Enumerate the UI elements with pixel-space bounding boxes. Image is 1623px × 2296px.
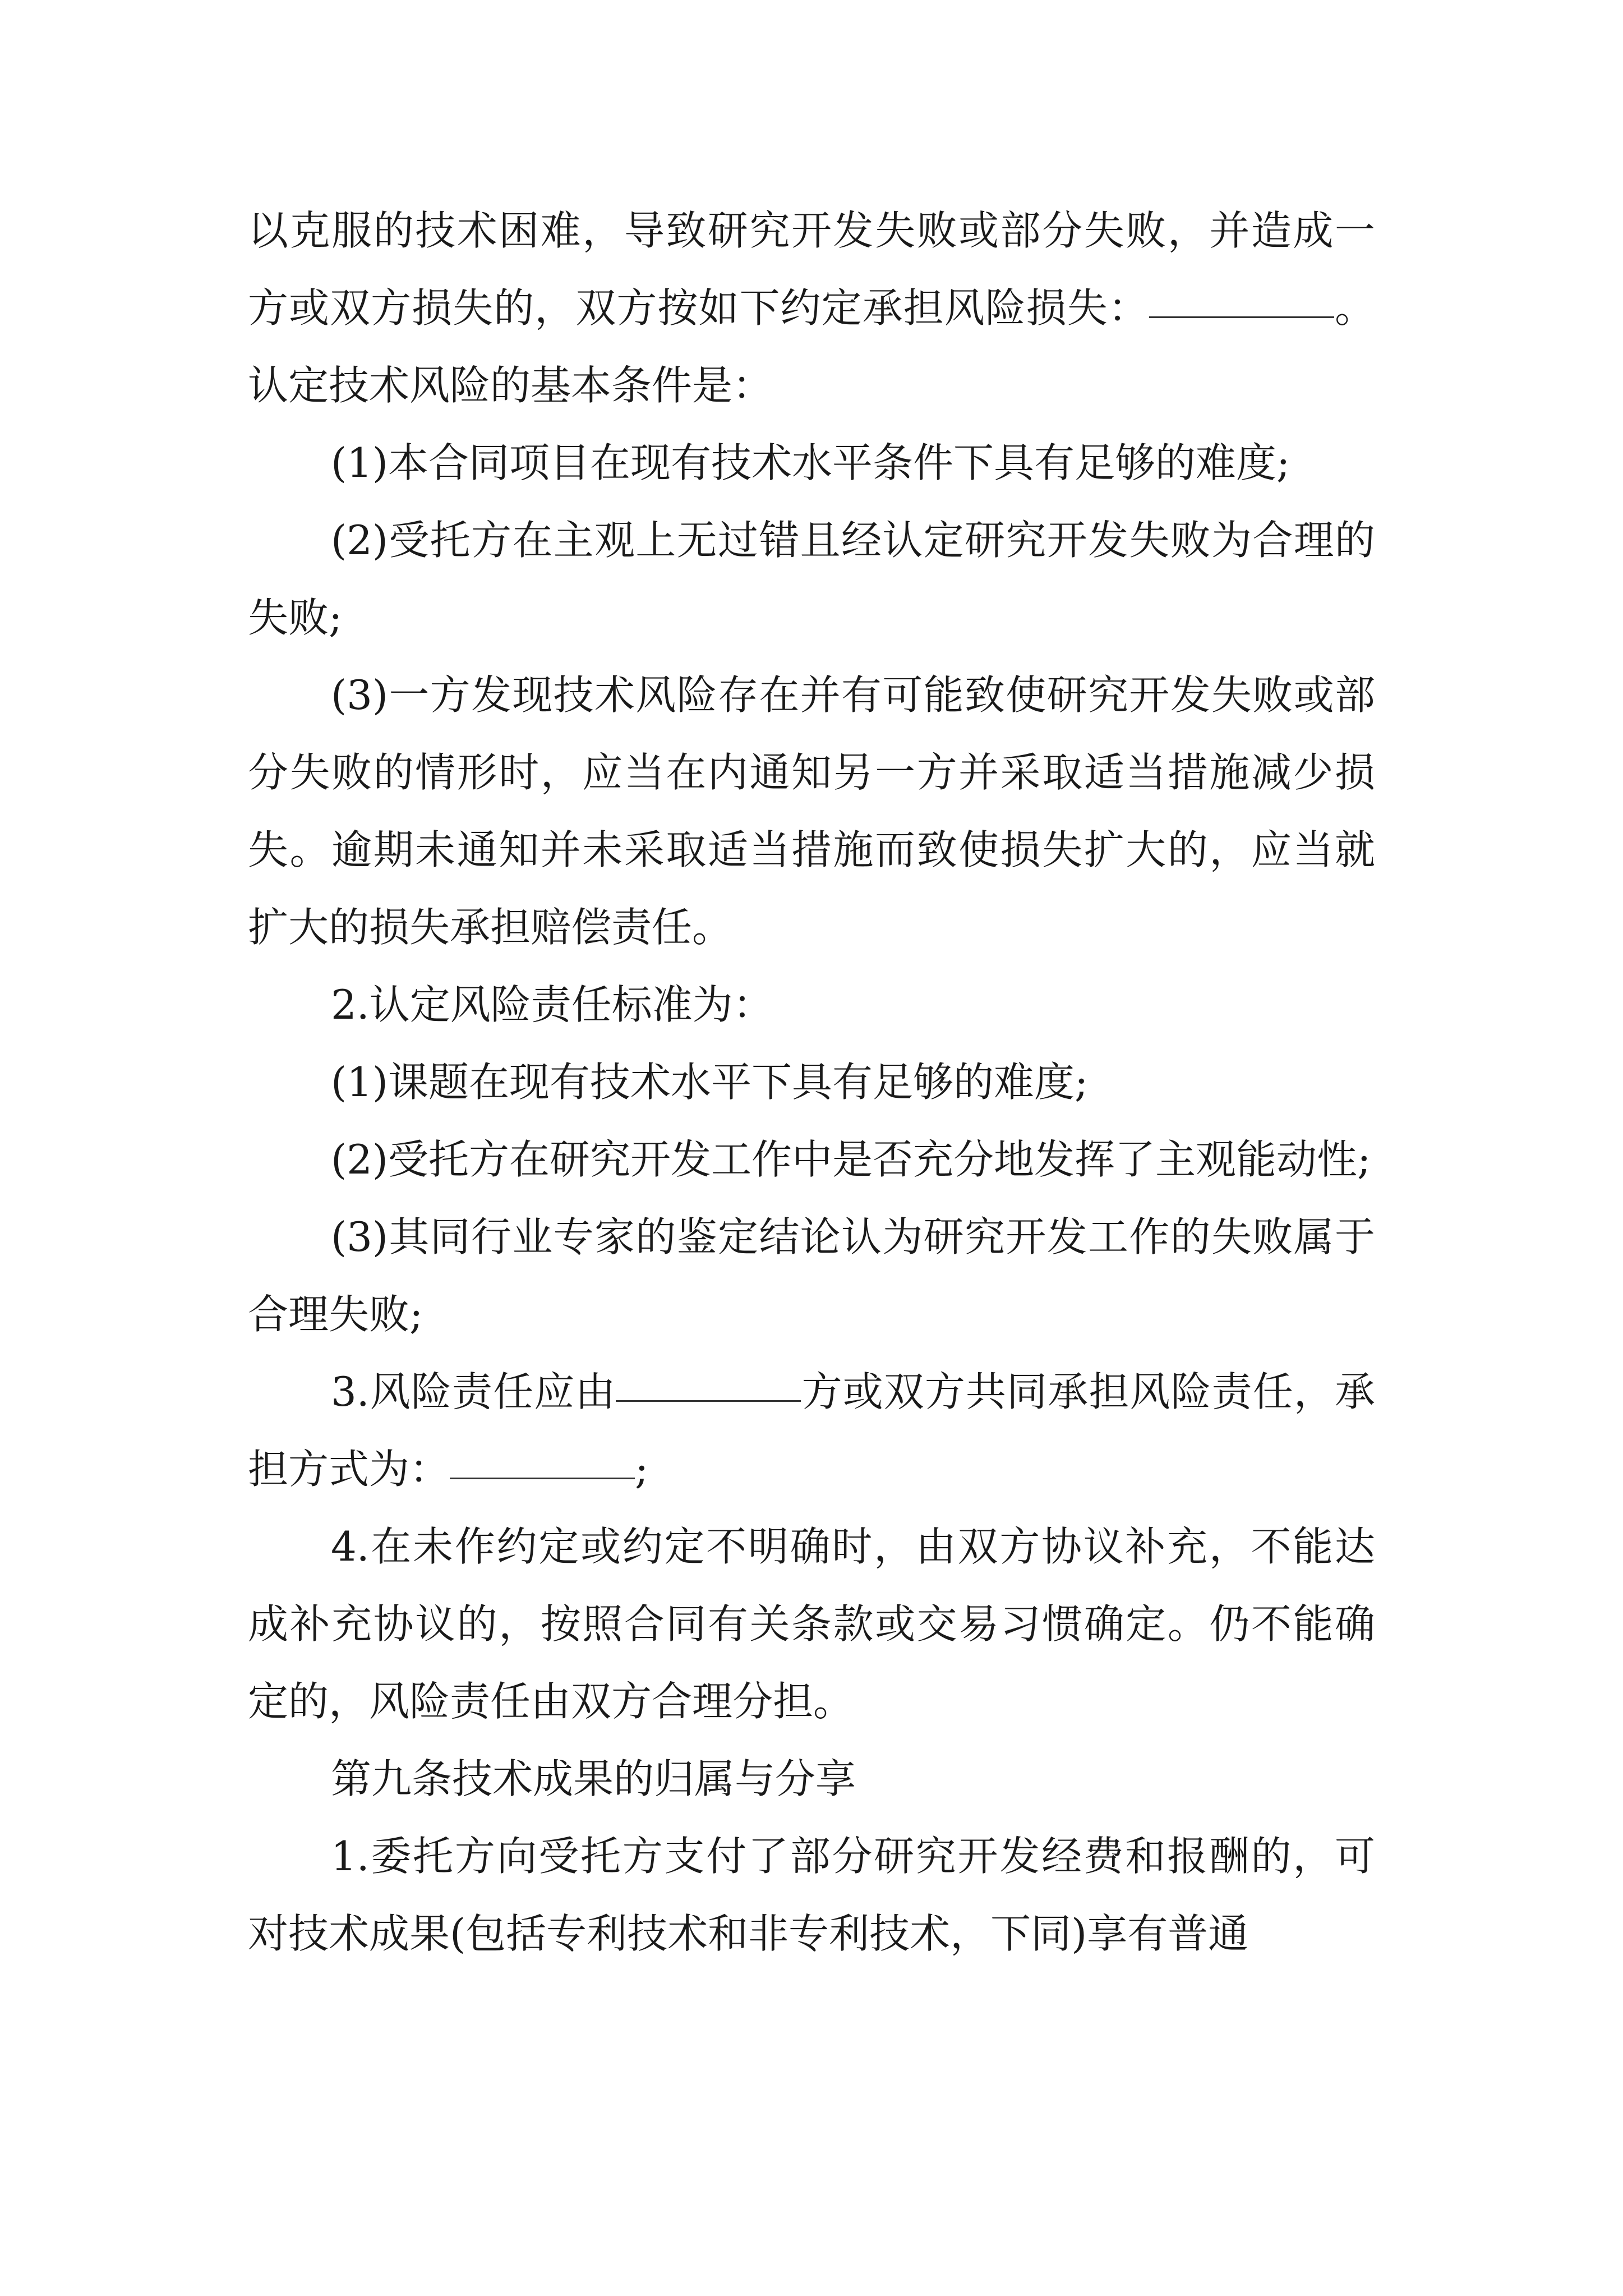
paragraph-risk-intro — [248, 192, 1375, 424]
paragraph-text: 3.风险责任应由 — [331, 1368, 616, 1415]
paragraph-text: ; — [635, 1446, 649, 1493]
document-body — [248, 192, 1375, 1972]
paragraph-standard-2 — [248, 1121, 1375, 1198]
paragraph-text: 以克服的技术困难，导致研究开发失败或部分失败，并造成一方或双方损失的，双方按如下约定承担风险损失： — [248, 207, 1375, 332]
paragraph-text: 第九条技术成果的归属与分享 — [331, 1755, 856, 1802]
paragraph-article-9-1 — [248, 1818, 1375, 1972]
paragraph-text: 。认定技术风险的基本条件是： — [248, 284, 1375, 409]
paragraph-standard-heading — [248, 966, 1375, 1043]
paragraph-text: 方或双方共同承担风险责任，承担方式为： — [248, 1368, 1375, 1493]
paragraph-standard-3 — [248, 1198, 1375, 1353]
paragraph-text: 1.委托方向受托方支付了部分研究开发经费和报酬的，可对技术成果(包括专利技术和非专利技术，下同)享有普通 — [248, 1833, 1375, 1957]
paragraph-text: (2)受托方在主观上无过错且经认定研究开发失败为合理的失败; — [248, 517, 1375, 641]
paragraph-risk-cond-1 — [248, 424, 1375, 501]
paragraph-text: (2)受托方在研究开发工作中是否充分地发挥了主观能动性; — [331, 1136, 1371, 1183]
paragraph-risk-cond-2 — [248, 501, 1375, 656]
paragraph-text: 2.认定风险责任标准为： — [331, 981, 773, 1028]
paragraph-text: (3)一方发现技术风险存在并有可能致使研究开发失败或部分失败的情形时，应当在内通知另一方并采取适当措施减少损失。逾期未通知并未采取适当措施而致使损失扩大的，应当就扩大的损失承担赔偿责任。 — [248, 671, 1375, 951]
paragraph-article-9-heading — [248, 1740, 1375, 1818]
paragraph-clause-4 — [248, 1508, 1375, 1740]
paragraph-standard-1 — [248, 1043, 1375, 1121]
paragraph-risk-cond-3 — [248, 656, 1375, 966]
fill-in-blank — [1149, 316, 1334, 318]
paragraph-text: (1)课题在现有技术水平下具有足够的难度; — [331, 1059, 1089, 1106]
paragraph-text: (3)其同行业专家的鉴定结论认为研究开发工作的失败属于合理失败; — [248, 1213, 1375, 1338]
paragraph-text: 4.在未作约定或约定不明确时，由双方协议补充，不能达成补充协议的，按照合同有关条款或交易习惯确定。仍不能确定的，风险责任由双方合理分担。 — [248, 1523, 1375, 1725]
paragraph-text: (1)本合同项目在现有技术水平条件下具有足够的难度; — [331, 439, 1290, 486]
fill-in-blank — [450, 1477, 635, 1479]
paragraph-clause-3 — [248, 1353, 1375, 1508]
fill-in-blank — [616, 1400, 801, 1402]
